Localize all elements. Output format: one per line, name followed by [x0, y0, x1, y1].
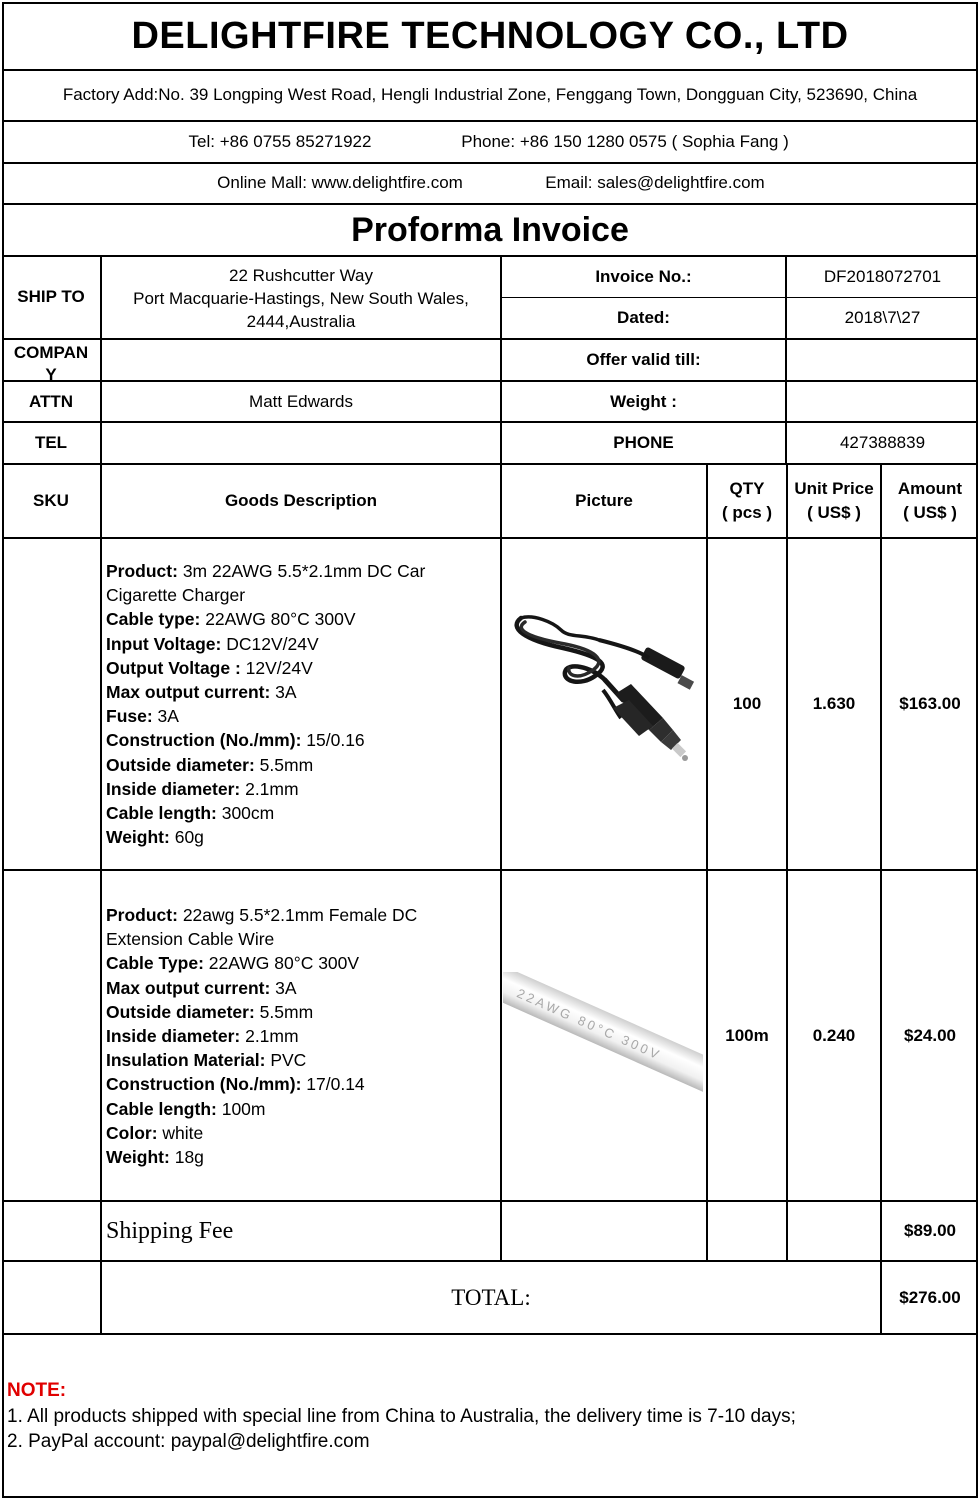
- desc-value: 18g: [169, 1147, 204, 1168]
- ship-to-address: [102, 258, 500, 338]
- online-mall-text: Online Mall: www.delightfire.com: [217, 173, 463, 192]
- desc-value: 2.1mm: [240, 1026, 299, 1047]
- col-header-qty: [708, 465, 786, 537]
- item-qty: 100: [732, 694, 762, 713]
- desc-line: [106, 1024, 498, 1048]
- qty-header-line: QTY: [729, 479, 765, 498]
- desc-line: [106, 801, 498, 825]
- dated-label: Dated:: [617, 308, 670, 327]
- desc-key: Fuse:: [106, 706, 153, 727]
- desc-value: 12V/24V: [240, 657, 313, 678]
- item-sku: [2, 871, 100, 1200]
- offer-valid-value: [787, 340, 978, 380]
- desc-key: Weight:: [106, 1147, 170, 1168]
- desc-key: Cable type:: [106, 609, 201, 630]
- desc-value: 22AWG 80°C 300V: [200, 609, 356, 630]
- desc-key: Cable length:: [106, 1098, 217, 1119]
- weight-value: [787, 382, 978, 421]
- desc-key: Product:: [106, 905, 178, 925]
- item-unit-price: 0.240: [812, 1025, 856, 1045]
- divider: [2, 1333, 978, 1335]
- desc-line: [106, 976, 498, 1000]
- desc-key: Output Voltage :: [106, 657, 241, 678]
- weight-label: Weight :: [610, 391, 677, 411]
- ship-to-line: Port Macquarie-Hastings, New South Wales,: [133, 288, 469, 308]
- desc-line: [106, 1072, 498, 1096]
- desc-value: Extension Cable Wire: [106, 929, 275, 950]
- white-extension-cable-image: [503, 972, 703, 1092]
- car-charger-cable-image: [503, 600, 703, 780]
- total-amount: $276.00: [899, 1287, 961, 1307]
- desc-value: 2.1mm: [240, 778, 299, 799]
- desc-key: Insulation Material:: [106, 1050, 266, 1071]
- total-label: TOTAL:: [451, 1284, 531, 1310]
- col-header-description: Goods Description: [224, 491, 378, 510]
- desc-value: 100m: [216, 1098, 266, 1119]
- company-label: [2, 340, 100, 380]
- desc-line: [106, 777, 498, 801]
- desc-value: 22AWG 80°C 300V: [203, 953, 360, 974]
- desc-key: Cable Type:: [106, 953, 204, 974]
- attn-label: ATTN: [28, 391, 74, 411]
- desc-value: 300cm: [216, 803, 275, 824]
- desc-key: Outside diameter:: [106, 754, 255, 775]
- company-label-text: COMPANY: [13, 343, 89, 380]
- desc-key: Inside diameter:: [106, 1026, 241, 1047]
- phone-label: PHONE: [613, 433, 674, 452]
- unit-price-header-line: Unit Price: [794, 479, 874, 498]
- ship-to-line: 22 Rushcutter Way: [229, 265, 373, 285]
- item-qty: 100m: [725, 1025, 769, 1045]
- desc-key: Input Voltage:: [106, 633, 222, 654]
- desc-value: white: [157, 1122, 204, 1143]
- desc-value: 22awg 5.5*2.1mm Female DC: [177, 905, 418, 925]
- attn-value: Matt Edwards: [249, 391, 353, 411]
- desc-key: Inside diameter:: [106, 778, 241, 799]
- offer-valid-label: Offer valid till:: [586, 350, 701, 369]
- amount-header-unit: ( US$ ): [903, 503, 957, 522]
- qty-header-unit: ( pcs ): [721, 503, 773, 522]
- tel-label: TEL: [34, 433, 68, 452]
- item-amount: $24.00: [904, 1025, 956, 1045]
- desc-value: 3m 22AWG 5.5*2.1mm DC Car: [177, 561, 426, 581]
- desc-line: [106, 927, 498, 951]
- desc-key: Construction (No./mm):: [106, 730, 302, 751]
- item-description: [106, 559, 498, 849]
- item-sku: [2, 539, 100, 869]
- col-header-picture: Picture: [575, 491, 633, 510]
- note-line: 1. All products shipped with special line from China to Australia, the delivery time is 7-10 days;: [7, 1406, 796, 1427]
- note-line: 2. PayPal account: paypal@delightfire.com: [7, 1431, 370, 1452]
- desc-line: [106, 559, 498, 583]
- company-value: [102, 340, 500, 380]
- desc-key: Product:: [106, 561, 178, 581]
- note-heading: NOTE:: [7, 1380, 67, 1401]
- factory-address: Factory Add:No. 39 Longping West Road, Hengli Industrial Zone, Fenggang Town, Dongguan City, 523690, China: [62, 85, 918, 104]
- desc-key: Weight:: [106, 827, 170, 848]
- desc-line: [106, 1000, 498, 1024]
- amount-header-line: Amount: [897, 479, 963, 498]
- desc-line: [106, 728, 498, 752]
- desc-line: [106, 632, 498, 656]
- ship-to-line: 2444,Australia: [246, 311, 356, 331]
- desc-line: [106, 607, 498, 631]
- invoice-no-value: DF2018072701: [823, 266, 942, 286]
- desc-key: Max output current:: [106, 682, 271, 703]
- desc-line: [106, 1145, 498, 1169]
- desc-line: [106, 656, 498, 680]
- desc-line: [106, 903, 498, 927]
- item-description: [106, 903, 498, 1169]
- desc-value: 3A: [152, 706, 179, 727]
- desc-value: DC12V/24V: [221, 633, 319, 654]
- company-name: DELIGHTFIRE TECHNOLOGY CO., LTD: [131, 14, 849, 57]
- item-amount: $163.00: [899, 694, 961, 713]
- desc-key: Outside diameter:: [106, 1001, 255, 1022]
- tel-value: [102, 423, 500, 463]
- desc-value: 3A: [270, 977, 297, 998]
- shipping-fee-amount: $89.00: [904, 1221, 956, 1240]
- desc-value: 5.5mm: [254, 1001, 314, 1022]
- phone-value: 427388839: [839, 433, 926, 452]
- desc-line: [106, 1097, 498, 1121]
- desc-value: 60g: [169, 827, 204, 848]
- desc-value: Cigarette Charger: [106, 585, 246, 606]
- phone-text: Phone: +86 150 1280 0575 ( Sophia Fang ): [461, 132, 789, 151]
- desc-value: PVC: [265, 1050, 307, 1071]
- desc-key: Color:: [106, 1122, 158, 1143]
- desc-value: 3A: [270, 682, 297, 703]
- col-header-amount: [882, 465, 978, 537]
- desc-line: [106, 704, 498, 728]
- dated-value: 2018\7\27: [844, 308, 921, 327]
- desc-line: [106, 1121, 498, 1145]
- desc-key: Cable length:: [106, 803, 217, 824]
- desc-line: [106, 825, 498, 849]
- unit-price-header-unit: ( US$ ): [807, 503, 861, 522]
- desc-value: 15/0.16: [301, 730, 365, 751]
- item-unit-price: 1.630: [812, 694, 856, 713]
- invoice-no-label: Invoice No.:: [595, 266, 692, 286]
- desc-line: [106, 753, 498, 777]
- desc-line: [106, 1048, 498, 1072]
- ship-to-label: SHIP TO: [17, 287, 85, 306]
- cable-print-text: 22AWG 80°C 300V: [514, 985, 664, 1063]
- shipping-fee-label: Shipping Fee: [106, 1217, 234, 1244]
- email-text: Email: sales@delightfire.com: [545, 173, 765, 192]
- document-title: Proforma Invoice: [351, 210, 629, 249]
- col-header-unit-price: [788, 465, 880, 537]
- desc-key: Construction (No./mm):: [106, 1074, 302, 1095]
- desc-value: 5.5mm: [254, 754, 314, 775]
- col-header-sku: SKU: [33, 491, 69, 510]
- divider: [2, 162, 978, 164]
- tel-text: Tel: +86 0755 85271922: [188, 132, 372, 151]
- desc-line: [106, 951, 498, 975]
- desc-line: [106, 583, 498, 607]
- desc-value: 17/0.14: [301, 1074, 365, 1095]
- desc-line: [106, 680, 498, 704]
- desc-key: Max output current:: [106, 977, 271, 998]
